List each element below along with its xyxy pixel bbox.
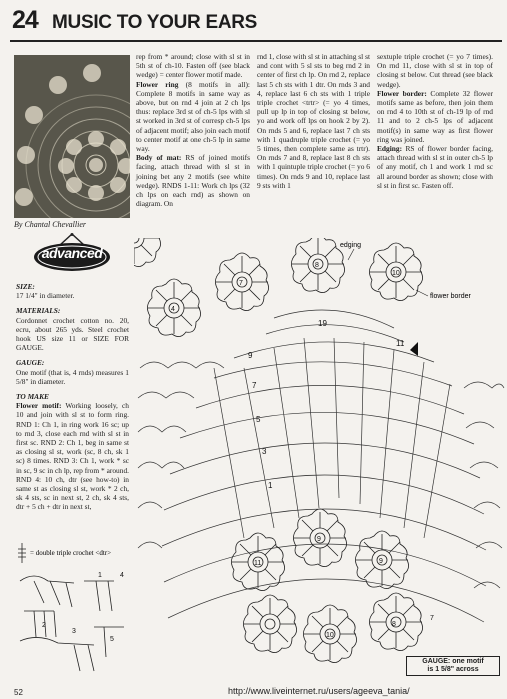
gauge-box <box>406 656 500 676</box>
skill-level-label: advanced <box>41 245 103 261</box>
step-number: 2 <box>42 622 46 629</box>
text-column-1 <box>16 276 129 512</box>
stitch-instructions <box>14 541 132 683</box>
text-column-4 <box>377 52 493 190</box>
skill-level-badge <box>32 233 112 275</box>
pattern-number: 24 <box>12 6 38 34</box>
motif-number: 10 <box>392 270 400 277</box>
motif-numbers <box>171 262 434 639</box>
edging-text <box>377 144 493 190</box>
step-number: 5 <box>110 636 114 643</box>
motif-number: 7 <box>430 615 434 622</box>
step-number: 3 <box>72 628 76 635</box>
gauge-heading: GAUGE: <box>16 358 45 368</box>
materials-heading: MATERIALS: <box>16 306 61 316</box>
motif-number: 9 <box>317 536 321 543</box>
motif-number: 10 <box>326 632 334 639</box>
dtr-legend: = double triple crochet <dtr> <box>30 549 112 557</box>
flower-ring-body: (8 motifs in all): Complete 8 motifs in same way as above, but on rnd 4 join at 2 ch lps thus: replace 3rd st of ch-5 lps with sl st worked in 3rd st of corresp ch-5 lps of adjacent motif; also join each motif to center motif at one ch-5 lp in same way. <box>136 79 250 154</box>
flower-border-label: Flower border: <box>377 88 427 98</box>
size-text: 17 1/4" in diameter. <box>16 291 75 301</box>
pattern-title: MUSIC TO YOUR EARS <box>52 12 258 33</box>
gauge-box-line2: is 1 5/8" across <box>427 666 479 673</box>
body-of-mat-label: Body of mat: <box>136 153 182 163</box>
edging-label: edging <box>340 242 362 249</box>
size-heading: SIZE: <box>16 282 35 291</box>
col3-paragraph: rnd 1, close with sl st in attaching sl st and cont with 5 sl sts to beg rnd 2 in center of first ch lp. On rnd 2, replace last 5 ch sts with 1 dtr. On rnds 3 and 4, replace last 6 ch sts with 1 triple triple crochet <trtr> (= yo 4 times, pull up lp in top of closing st below, yo and work off lps on hook 2 by 2). On rnds 5 and 6, replace last 7 ch sts with 1 quadruple triple crochet (= yo 5 times, then complete same as trtr). On rnds 7 and 8, replace last 8 ch sts with 1 quintuple triple crochet (= yo 6 times). On rnds 9 and 10, replace last 9 sts with 1 <box>257 52 370 190</box>
round-number: 7 <box>252 381 257 390</box>
round-number: 9 <box>248 351 253 360</box>
body-of-mat-text <box>136 153 250 208</box>
motif-number: 8 <box>315 262 319 269</box>
flower-motif-text <box>16 401 129 511</box>
ring-flower-3 <box>243 595 296 653</box>
step-number: 4 <box>120 572 124 579</box>
chain-loop-rows <box>138 310 504 622</box>
round-number: 19 <box>318 319 327 328</box>
edging-body: RS of flower border facing, attach thread with sl st in outer ch-5 lp of any motif, ch 1 and work 1 rnd sc all around border as shown; close with sl st in first sc. Fasten off. <box>377 144 493 190</box>
round-number: 5 <box>256 415 261 424</box>
doily-photo <box>14 55 130 218</box>
flower-border-text <box>377 89 493 144</box>
flower-motif-label: Flower motif: <box>16 401 62 411</box>
step-number: 1 <box>98 572 102 579</box>
round-numbers <box>248 319 405 490</box>
round-number: 11 <box>396 339 405 348</box>
col4-paragraph: sextuple triple crochet (= yo 7 times). On rnd 11, close with sl st in top of closing st below. Cut thread (see black wedge). <box>377 52 493 89</box>
flower-ring-text <box>136 80 250 154</box>
page-number: 52 <box>14 688 23 697</box>
round-number: 1 <box>268 481 273 490</box>
flower-ring-label: Flower ring <box>136 79 179 89</box>
source-watermark: http://www.liveinternet.ru/users/ageeva_tania/ <box>228 686 410 696</box>
flower-motif-body: Working loosely, ch 10 and join with sl st to form ring. RND 1: Ch 1, in ring work 16 sc; up to rnd 3, close each rnd with sl st in first sc. RND 2: Ch 1, beg in same st as closing sl st, work (sc, 8 ch, sk 1 sc) 8 times. RND 3: Ch 1, work * sc in sc, 9 sc in ch lp, rep from * around. RND 4: 10 ch, dtr (see how-to) in same st as closing sl st, work * 2 ch, sk 4 sts, sc in next st, 2 ch, sk 4 sts, dtr + 5 ch + dtr in next st, <box>16 401 129 512</box>
text-column-3 <box>257 52 370 190</box>
motif-number: 11 <box>254 560 262 567</box>
materials-text: Cordonnet crochet cotton no. 20, ecru, about 265 yds. Steel crochet hook US size 11 or SIZE FOR GAUGE. <box>16 315 129 353</box>
page-header <box>0 0 507 40</box>
designer-credit: By Chantal Chevallier <box>14 220 86 229</box>
header-rule <box>10 40 502 42</box>
col2-paragraph: rep from * around; close with sl st in 5th st of ch-10. Fasten off (see black wedge) = center flower motif made. <box>136 52 250 80</box>
gauge-text: One motif (that is, 4 rnds) measures 1 5/8" in diameter. <box>16 367 129 386</box>
outer-flower-motifs <box>134 238 161 267</box>
motif-number: 7 <box>239 280 243 287</box>
flower-border-label: flower border <box>430 293 471 300</box>
text-column-2 <box>136 52 250 208</box>
round-number: 3 <box>262 447 267 456</box>
body-of-mat-body: RS of joined motifs facing, attach thread with sl st in joining bet any 2 motifs (see white wedge). RNDS 1-11: Work ch lps (32 ch lps on each rnd) as shown on diagram. On <box>136 153 250 209</box>
black-wedge-icon <box>410 342 418 356</box>
to-make-heading: TO MAKE <box>16 392 49 402</box>
crochet-diagram <box>134 238 506 684</box>
edging-label: Edging: <box>377 144 403 154</box>
ring-flower-5 <box>369 593 422 651</box>
gauge-box-line1: GAUGE: one motif <box>422 658 484 665</box>
flower-border-body: Complete 32 flower motifs same as before, then join them on rnd 4 to 10th st of ch-19 lp of rnd 11 and to 2 ch-5 lps of adjacent motif(s) in same way as first flower ring was joined. <box>377 88 493 144</box>
motif-number: 4 <box>171 306 175 313</box>
motif-number: 8 <box>392 621 396 628</box>
motif-number: 9 <box>379 558 383 565</box>
